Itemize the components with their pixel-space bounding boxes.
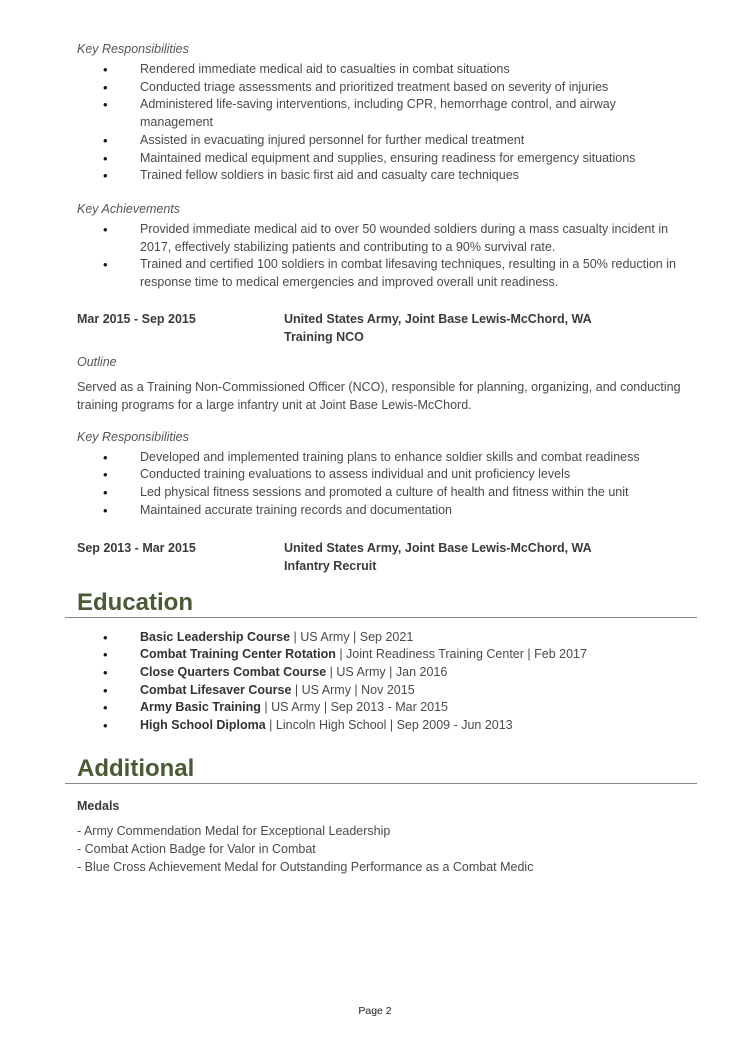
list-item [77,646,687,664]
resume-page [77,40,687,876]
education-details: | US Army | Jan 2016 [326,664,448,679]
education-name: High School Diploma [140,718,266,733]
list-item: • Trained fellow soldiers in basic first aid and casualty care techniques [77,167,687,185]
medals-heading: Medals [77,798,120,813]
job3-header [77,539,687,575]
job2-outline: Served as a Training Non-Commissioned Officer (NCO), responsible for planning, organizing, and conducting training programs for a large infantry unit at Joint Base Lewis-McChord. [77,379,681,412]
job2-header [77,310,687,346]
job2-outline-heading: Outline [77,354,117,369]
education-name: Close Quarters Combat Course [140,664,327,679]
list-item: - Army Commendation Medal for Exceptional Leadership [77,823,391,838]
list-item: • Administered life-saving interventions, including CPR, hemorrhage control, and airway management [77,96,687,131]
job2-responsibilities-heading: Key Responsibilities [77,429,189,444]
education-details: | US Army | Sep 2013 - Mar 2015 [260,700,449,715]
education-details: | US Army | Sep 2021 [290,629,414,644]
job2-org: United States Army, Joint Base Lewis-McChord, WA [284,311,592,326]
education-name: Combat Training Center Rotation [140,647,336,662]
list-item [77,629,687,647]
job2-detail [284,310,592,346]
education-details: | Joint Readiness Training Center | Feb 2017 [335,647,587,662]
list-item: • Conducted triage assessments and prioritized treatment based on severity of injuries [77,79,687,97]
medals-list [77,822,687,876]
job3-title: Infantry Recruit [284,558,377,573]
list-item: • Rendered immediate medical aid to casualties in combat situations [77,61,687,79]
list-item: • Maintained accurate training records and documentation [77,502,687,520]
list-item [77,682,687,700]
job2-date: Mar 2015 - Sep 2015 [77,311,196,326]
list-item: • Assisted in evacuating injured personnel for further medical treatment [77,132,687,150]
job3-detail [284,539,592,575]
education-list [77,629,687,735]
list-item: • Maintained medical equipment and supplies, ensuring readiness for emergency situations [77,150,687,168]
education-details: | Lincoln High School | Sep 2009 - Jun 2013 [265,718,513,733]
job3-date: Sep 2013 - Mar 2015 [77,540,196,555]
education-heading: Education [65,589,697,618]
job3-org: United States Army, Joint Base Lewis-McChord, WA [284,540,592,555]
list-item [77,699,687,717]
education-name: Army Basic Training [140,700,261,715]
education-details: | US Army | Nov 2015 [291,682,415,697]
list-item: - Combat Action Badge for Valor in Combat [77,841,316,856]
list-item: • Conducted training evaluations to assess individual and unit proficiency levels [77,466,687,484]
list-item: • Developed and implemented training plans to enhance soldier skills and combat readiness [77,449,687,467]
page-number: Page 2 [358,1005,392,1017]
job1-responsibilities-heading: Key Responsibilities [77,42,189,56]
list-item [77,717,687,735]
list-item: - Blue Cross Achievement Medal for Outstanding Performance as a Combat Medic [77,859,534,874]
list-item: • Led physical fitness sessions and promoted a culture of health and fitness within the unit [77,484,687,502]
job2-responsibilities-list [77,449,687,520]
education-name: Combat Lifesaver Course [140,682,292,697]
list-item: • Provided immediate medical aid to over 50 wounded soldiers during a mass casualty incident in 2017, effectively stabilizing patients and contributing to a 90% survival rate. [77,221,687,256]
job1-responsibilities-list [77,61,687,185]
education-name: Basic Leadership Course [140,629,291,644]
job2-title: Training NCO [284,329,364,344]
list-item [77,664,687,682]
job1-achievements-heading: Key Achievements [77,201,181,216]
job1-achievements-list [77,221,687,292]
list-item: • Trained and certified 100 soldiers in combat lifesaving techniques, resulting in a 50% reduction in response time to medical emergencies and improved overall unit readiness. [77,256,687,291]
additional-heading: Additional [65,755,697,784]
